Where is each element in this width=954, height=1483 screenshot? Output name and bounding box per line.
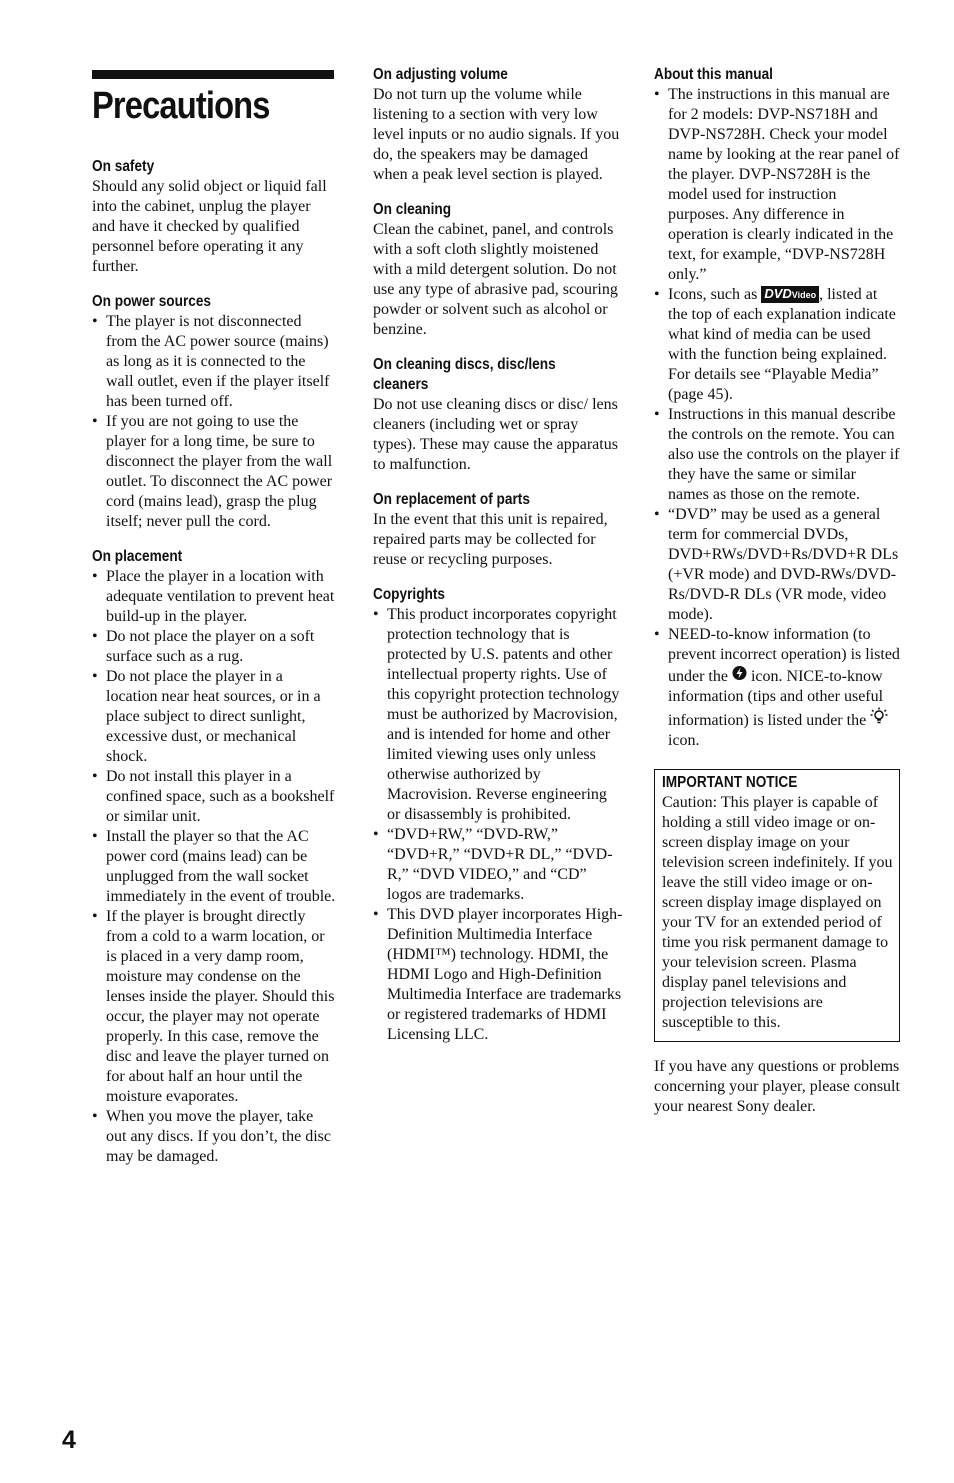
item-text: icon. — [668, 732, 700, 749]
bullet-list — [654, 85, 900, 751]
column-right — [654, 65, 900, 1117]
section-heading: On cleaning — [373, 201, 452, 218]
section-safety — [92, 157, 336, 277]
section-heading: On power sources — [92, 293, 212, 310]
item-text: , listed at the top of each explanation indicate what kind of media can be used with the function being explained. — [668, 286, 896, 363]
caution-icon — [732, 665, 747, 684]
list-item: • Do not place the player on a soft surface such as a rug. — [92, 627, 336, 667]
list-item: • The player is not disconnected from the AC power source (mains) as long as it is connected to the wall outlet, even if the player itself has been turned off. — [92, 312, 336, 412]
list-item: • Instructions in this manual describe the controls on the remote. You can also use the controls on the player if they have the same or similar names as those on the remote. — [654, 405, 900, 505]
page-title: Precautions — [92, 85, 270, 127]
section-copyrights — [373, 585, 623, 1045]
badge-text: DVD — [764, 286, 792, 301]
item-text: NEED-to-know information (to prevent incorrect operation) is listed under the — [668, 626, 900, 685]
section-heading: On placement — [92, 548, 183, 565]
section-body: Do not turn up the volume while listening to a section with very low level inputs or no audio signals. If you do, the speakers may be damaged when a peak level section is played. — [373, 86, 620, 183]
section-power-sources — [92, 292, 336, 532]
list-item: • This product incorporates copyright protection technology that is protected by U.S. patents and other intellectual property rights. Use of this copyright protection technology must be authorized by Macrovision, and is intended for home and other limited viewing uses only unless otherwise authorized by Macrovision. Reverse engineering or disassembly is prohibited. — [373, 605, 623, 825]
title-rule — [92, 70, 334, 79]
section-heading: About this manual — [654, 66, 773, 83]
badge-subtext: Video — [791, 290, 817, 300]
list-item: • “DVD” may be used as a general term for commercial DVDs, DVD+RWs/DVD+Rs/DVD+R DLs (+VR mode) and DVD-RWs/DVD-Rs/DVD-R DLs (VR mode, video mode). — [654, 505, 900, 625]
list-item — [654, 285, 900, 405]
bullet-list — [92, 567, 336, 1167]
list-item: • Do not place the player in a location near heat sources, or in a place subject to direct sunlight, excessive dust, or mechanical shock. — [92, 667, 336, 767]
dvd-video-icon — [761, 286, 819, 303]
notice-heading: IMPORTANT NOTICE — [662, 774, 798, 791]
list-item: • If you are not going to use the player for a long time, be sure to disconnect the player from the wall outlet. To disconnect the AC power cord (mains lead), grasp the plug itself; never pull the cord. — [92, 412, 336, 532]
section-cleaning-discs — [373, 355, 623, 475]
section-body: Clean the cabinet, panel, and controls with a soft cloth slightly moistened with a mild detergent solution. Do not use any type of abrasive pad, scouring powder or solvent such as alcohol or benzine. — [373, 221, 618, 338]
section-heading: On adjusting volume — [373, 66, 508, 83]
list-item: • If the player is brought directly from a cold to a warm location, or is placed in a very damp room, moisture may condense on the lenses inside the player. Should this occur, the player may not operate properly. In this case, remove the disc and leave the player turned on for about half an hour until the moisture evaporates. — [92, 907, 336, 1107]
section-heading: On replacement of parts — [373, 491, 530, 508]
item-text: Icons, such as — [668, 286, 758, 303]
column-middle — [373, 65, 623, 1060]
section-heading: On cleaning discs, disc/lens cleaners — [373, 356, 556, 393]
section-heading: Copyrights — [373, 586, 445, 603]
page-number: 4 — [62, 1426, 76, 1454]
list-item: • Do not install this player in a confined space, such as a bookshelf or similar unit. — [92, 767, 336, 827]
section-body: Do not use cleaning discs or disc/ lens cleaners (including wet or spray types). These may cause the apparatus to malfunction. — [373, 396, 618, 473]
item-note: For details see “Playable Media” (page 45). — [668, 366, 879, 403]
important-notice-box — [654, 769, 900, 1042]
closing-text: If you have any questions or problems concerning your player, please consult your nearest Sony dealer. — [654, 1058, 900, 1115]
item-text: icon. NICE-to-know information (tips and other useful information) is listed under the — [668, 668, 884, 729]
list-item: • This DVD player incorporates High-Definition Multimedia Interface (HDMI™) technology. HDMI, the HDMI Logo and High-Definition Multimedia Interface are trademarks or registered trademarks of HDMI Licensing LLC. — [373, 905, 623, 1045]
section-body: In the event that this unit is repaired, repaired parts may be collected for reuse or recycling purposes. — [373, 511, 608, 568]
section-about-manual — [654, 65, 900, 751]
lightbulb-tip-icon — [870, 707, 888, 728]
list-item: • “DVD+RW,” “DVD-RW,” “DVD+R,” “DVD+R DL,” “DVD-R,” “DVD VIDEO,” and “CD” logos are trademarks. — [373, 825, 623, 905]
bullet-list — [92, 312, 336, 532]
section-placement — [92, 547, 336, 1167]
section-replacement-parts — [373, 490, 623, 570]
list-item — [654, 625, 900, 751]
list-item: • Place the player in a location with adequate ventilation to prevent heat build-up in the player. — [92, 567, 336, 627]
list-item: • Install the player so that the AC power cord (mains lead) can be unplugged from the wall socket immediately in the event of trouble. — [92, 827, 336, 907]
section-body: Should any solid object or liquid fall into the cabinet, unplug the player and have it checked by qualified personnel before operating it any further. — [92, 178, 327, 275]
section-heading: On safety — [92, 158, 155, 175]
section-cleaning — [373, 200, 623, 340]
notice-body: Caution: This player is capable of holding a still video image or on-screen display image on your television screen indefinitely. If you leave the still video image or on-screen display image displayed on your TV for an extended period of time you risk permanent damage to your television screen. Plasma display panel televisions and projection televisions are susceptible to this. — [662, 794, 893, 1031]
bullet-list — [373, 605, 623, 1045]
list-item: • When you move the player, take out any discs. If you don’t, the disc may be damaged. — [92, 1107, 336, 1167]
list-item: • The instructions in this manual are for 2 models: DVP-NS718H and DVP-NS728H. Check your model name by looking at the rear panel of the player. DVP-NS728H is the model used for instruction purposes. Any difference in operation is clearly indicated in the text, for example, “DVP-NS728H only.” — [654, 85, 900, 285]
column-left — [92, 157, 336, 1182]
section-volume — [373, 65, 623, 185]
